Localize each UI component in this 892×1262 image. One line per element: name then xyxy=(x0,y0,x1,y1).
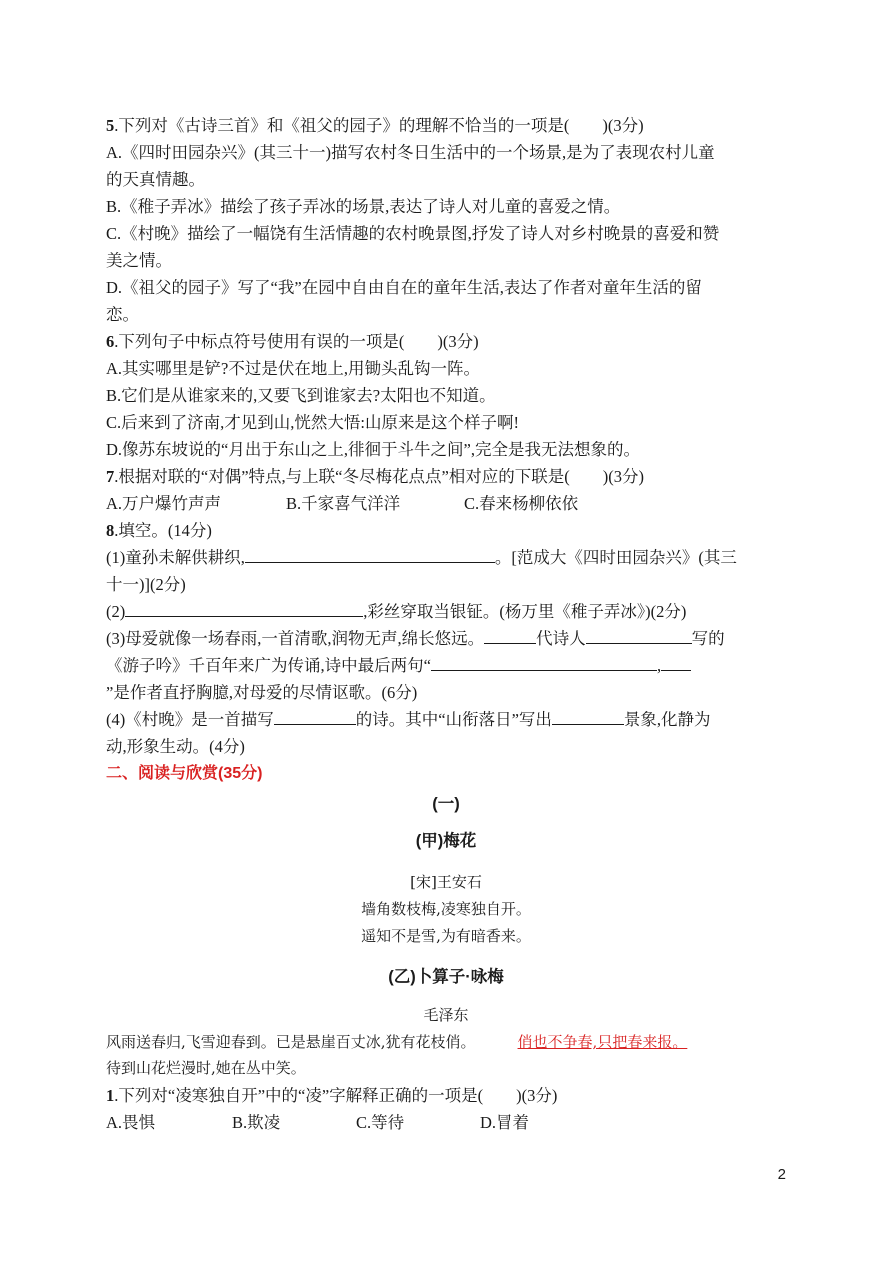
q8-part1-blank[interactable] xyxy=(245,546,495,563)
q8-part1-end: 。[范成大《四时田园杂兴》(其三 xyxy=(494,548,737,567)
section-heading: 二、阅读与欣赏(35分) xyxy=(106,765,263,782)
q8-part4-end: 景象,化静为 xyxy=(623,710,711,729)
q5-option-a-line2: 的天真情趣。 xyxy=(106,170,205,189)
q5-option-c-line1: C.《村晚》描绘了一幅饶有生活情趣的农村晚景图,抒发了诗人对乡村晚景的喜爱和赞 xyxy=(106,224,720,243)
q8-part1-line2: 十一)](2分) xyxy=(106,575,186,594)
q5-option-c-line2: 美之情。 xyxy=(106,251,172,270)
q6-stem xyxy=(106,330,479,354)
q8-part2 xyxy=(106,600,686,624)
q6-stem-text: .下列句子中标点符号使用有误的一项是( )(3分) xyxy=(114,332,479,351)
q8-part4-start: (4)《村晚》是一首描写 xyxy=(106,710,274,729)
reading-part-number: (一) xyxy=(432,795,460,813)
q6-option-c: C.后来到了济南,才见到山,恍然大悟:山原来是这个样子啊! xyxy=(106,413,519,432)
poem1-author: [宋]王安石 xyxy=(410,873,482,891)
q8-part4-blank-2[interactable] xyxy=(552,708,624,725)
q8-part2-end: ,彩丝穿取当银钲。(杨万里《稚子弄冰》)(2分) xyxy=(363,602,687,621)
r1-stem-text: .下列对“凌寒独自开”中的“凌”字解释正确的一项是( )(3分) xyxy=(114,1086,558,1105)
q8-part3-mid2: 写的 xyxy=(691,629,725,648)
r1-option-a: A.畏惧 xyxy=(106,1113,156,1132)
q8-part3-mid1: 代诗人 xyxy=(536,629,586,648)
q8-part3-start: (3)母爱就像一场春雨,一首清歌,润物无声,绵长悠远。 xyxy=(106,629,485,648)
q8-part3-line2-start: 《游子吟》千百年来广为传诵,诗中最后两句“ xyxy=(106,656,431,675)
poem1-line2: 遥知不是雪,为有暗香来。 xyxy=(361,927,531,945)
r1-option-c: C.等待 xyxy=(356,1113,405,1132)
q5-number: 5 xyxy=(106,116,115,135)
q8-part3 xyxy=(106,627,725,651)
q8-stem xyxy=(106,519,212,543)
poem2-line1-text: 风雨送春归,飞雪迎春到。已是悬崖百丈冰,犹有花枝俏。 xyxy=(106,1033,476,1051)
q5-option-a-line1: A.《四时田园杂兴》(其三十一)描写农村冬日生活中的一个场景,是为了表现农村儿童 xyxy=(106,143,715,162)
q6-option-d: D.像苏东坡说的“月出于东山之上,徘徊于斗牛之间”,完全是我无法想象的。 xyxy=(106,440,640,459)
q8-part3-verse-blank-1[interactable] xyxy=(431,654,657,671)
r1-option-d: D.冒着 xyxy=(480,1113,530,1132)
q8-part4-mid: 的诗。其中“山衔落日”写出 xyxy=(355,710,552,729)
poem1-title: (甲)梅花 xyxy=(415,832,477,850)
q8-part3-comma: , xyxy=(656,656,662,675)
q7-option-c: C.春来杨柳依依 xyxy=(464,494,579,513)
q8-part1 xyxy=(106,546,737,570)
q5-option-d-line2: 恋。 xyxy=(106,305,139,324)
q6-number: 6 xyxy=(106,332,115,351)
q8-part3-line2 xyxy=(106,654,691,678)
q8-part4-line2: 动,形象生动。(4分) xyxy=(106,737,245,756)
poem2-title: (乙)卜算子·咏梅 xyxy=(388,968,504,986)
q8-part4 xyxy=(106,708,711,732)
q8-part3-verse-blank-2[interactable] xyxy=(661,654,691,671)
q8-part3-poet-blank[interactable] xyxy=(586,627,692,644)
q8-part1-start: (1)童孙未解供耕织, xyxy=(106,548,245,567)
poem2-line2: 待到山花烂漫时,她在丛中笑。 xyxy=(106,1059,306,1077)
q7-option-a: A.万户爆竹声声 xyxy=(106,494,222,513)
q5-option-b: B.《稚子弄冰》描绘了孩子弄冰的场景,表达了诗人对儿童的喜爱之情。 xyxy=(106,197,621,216)
poem1-line1: 墙角数枝梅,凌寒独自开。 xyxy=(361,900,531,918)
q8-part2-blank[interactable] xyxy=(125,600,363,617)
q8-part4-blank-1[interactable] xyxy=(274,708,356,725)
q7-options xyxy=(106,492,578,516)
page-number: 2 xyxy=(777,1166,786,1183)
q5-stem-text: .下列对《古诗三首》和《祖父的园子》的理解不恰当的一项是( )(3分) xyxy=(114,116,644,135)
r1-number: 1 xyxy=(106,1086,115,1105)
q8-part3-dynasty-blank[interactable] xyxy=(484,627,536,644)
q7-stem-text: .根据对联的“对偶”特点,与上联“冬尽梅花点点”相对应的下联是( )(3分) xyxy=(114,467,645,486)
q7-number: 7 xyxy=(106,467,115,486)
q5-option-d-line1: D.《祖父的园子》写了“我”在园中自由自在的童年生活,表达了作者对童年生活的留 xyxy=(106,278,702,297)
q7-stem xyxy=(106,465,644,489)
q6-option-a: A.其实哪里是铲?不过是伏在地上,用锄头乱钩一阵。 xyxy=(106,359,480,378)
q8-part2-start: (2) xyxy=(106,602,126,621)
q8-number: 8 xyxy=(106,521,115,540)
q8-part3-line3: ”是作者直抒胸臆,对母爱的尽情讴歌。(6分) xyxy=(106,683,418,702)
poem2-line1 xyxy=(106,1031,687,1053)
q8-stem-text: .填空。(14分) xyxy=(114,521,212,540)
r1-stem xyxy=(106,1084,557,1108)
poem2-line1-highlight: 俏也不争春,只把春来报。 xyxy=(517,1033,688,1051)
q7-option-b: B.千家喜气洋洋 xyxy=(286,494,401,513)
q5-stem xyxy=(106,114,644,138)
r1-option-b: B.欺凌 xyxy=(232,1113,281,1132)
q6-option-b: B.它们是从谁家来的,又要飞到谁家去?太阳也不知道。 xyxy=(106,386,496,405)
r1-options xyxy=(106,1111,529,1135)
poem2-author: 毛泽东 xyxy=(423,1006,469,1024)
